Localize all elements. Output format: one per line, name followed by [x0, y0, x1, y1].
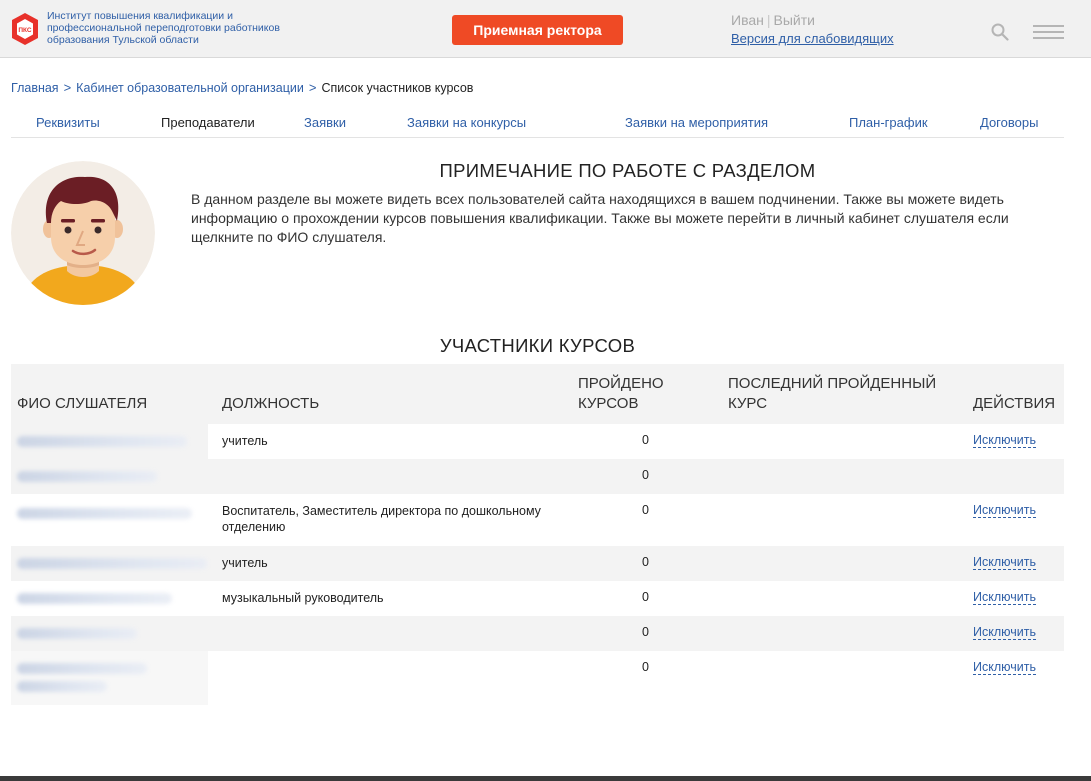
exclude-link[interactable]: Исключить — [973, 503, 1036, 517]
participant-position: учитель — [222, 434, 268, 448]
institute-logo[interactable] — [10, 12, 40, 46]
column-header-name: ФИО СЛУШАТЕЛЯ — [17, 395, 148, 412]
breadcrumb-current: Список участников курсов — [321, 80, 474, 95]
participant-position: музыкальный руководитель — [222, 591, 384, 605]
exclude-link[interactable]: Исключить — [973, 625, 1036, 639]
table-row — [11, 459, 1064, 494]
breadcrumb-separator-icon: > — [63, 80, 72, 95]
participant-courses-count: 0 — [642, 660, 649, 674]
participant-name-blurred[interactable] — [11, 494, 208, 546]
exclude-link[interactable]: Исключить — [973, 660, 1036, 674]
participant-name-blurred[interactable] — [11, 616, 208, 651]
tab-contracts[interactable]: Договоры — [980, 115, 1039, 130]
tab-applications[interactable]: Заявки — [304, 115, 346, 130]
column-header-position: ДОЛЖНОСТЬ — [222, 395, 320, 412]
note-text: В данном разделе вы можете видеть всех пользователей сайта находящихся в вашем подчинении. Также вы можете видеть информацию о прохождении курсов повышения квалификации. Также вы можете перейти в личный кабинет слушателя если щелкните по ФИО слушателя. — [191, 191, 1009, 245]
user-separator: | — [766, 12, 771, 28]
table-header — [11, 364, 1064, 424]
breadcrumb-separator-icon: > — [308, 80, 317, 95]
participant-position: учитель — [222, 556, 268, 570]
tab-requisites[interactable]: Реквизиты — [36, 115, 100, 130]
exclude-link[interactable]: Исключить — [973, 590, 1036, 604]
table-row — [11, 616, 1064, 651]
exclude-link[interactable]: Исключить — [973, 433, 1036, 447]
breadcrumb — [11, 80, 473, 95]
hamburger-menu-icon[interactable] — [1033, 25, 1064, 39]
participant-name-blurred[interactable] — [11, 581, 208, 616]
institute-name[interactable]: Институт повышения квалификации и профессиональной переподготовки работников образования Тульской области — [47, 10, 280, 46]
svg-text:ПКС: ПКС — [18, 27, 32, 34]
table-row — [11, 424, 1064, 459]
note-title: ПРИМЕЧАНИЕ ПО РАБОТЕ С РАЗДЕЛОМ — [439, 160, 816, 181]
column-header-actions: ДЕЙСТВИЯ — [973, 395, 1056, 412]
participant-courses-count: 0 — [642, 555, 649, 569]
participant-name-blurred[interactable] — [11, 459, 208, 494]
participant-courses-count: 0 — [642, 433, 649, 447]
user-name[interactable]: Иван — [731, 12, 764, 28]
participants-title: УЧАСТНИКИ КУРСОВ — [439, 335, 636, 356]
participant-courses-count: 0 — [642, 503, 649, 517]
exclude-link[interactable]: Исключить — [973, 555, 1036, 569]
tab-teachers[interactable]: Преподаватели — [161, 115, 255, 130]
participant-name-blurred[interactable] — [11, 424, 208, 459]
tab-event-applications[interactable]: Заявки на мероприятия — [625, 115, 769, 130]
table-row — [11, 546, 1064, 581]
site-header — [0, 0, 1091, 58]
table-row — [11, 494, 1064, 546]
user-block — [731, 12, 815, 28]
low-vision-link[interactable]: Версия для слабовидящих — [731, 31, 894, 46]
section-tabs — [11, 107, 1064, 138]
column-header-last-course: ПОСЛЕДНИЙ ПРОЙДЕННЫЙ КУРС — [728, 375, 937, 412]
participant-name-blurred[interactable] — [11, 651, 208, 705]
participant-courses-count: 0 — [642, 590, 649, 604]
bottom-bar — [0, 776, 1091, 781]
logout-link[interactable]: Выйти — [773, 12, 815, 28]
search-icon[interactable] — [991, 23, 1009, 41]
participants-table — [11, 364, 1064, 705]
table-row — [11, 581, 1064, 616]
participant-position: Воспитатель, Заместитель директора по дошкольному отделению — [222, 504, 541, 534]
rector-reception-button[interactable]: Приемная ректора — [452, 15, 623, 45]
tab-contest-applications[interactable]: Заявки на конкурсы — [407, 115, 527, 130]
column-header-courses: ПРОЙДЕНО КУРСОВ — [578, 375, 664, 412]
tab-schedule[interactable]: План-график — [849, 115, 928, 130]
table-row — [11, 651, 1064, 705]
participant-name-blurred[interactable] — [11, 546, 208, 581]
avatar — [11, 161, 155, 305]
breadcrumb-cabinet[interactable]: Кабинет образовательной организации — [76, 80, 304, 95]
participant-courses-count: 0 — [642, 625, 649, 639]
participant-courses-count: 0 — [642, 468, 649, 482]
breadcrumb-home[interactable]: Главная — [11, 80, 59, 95]
